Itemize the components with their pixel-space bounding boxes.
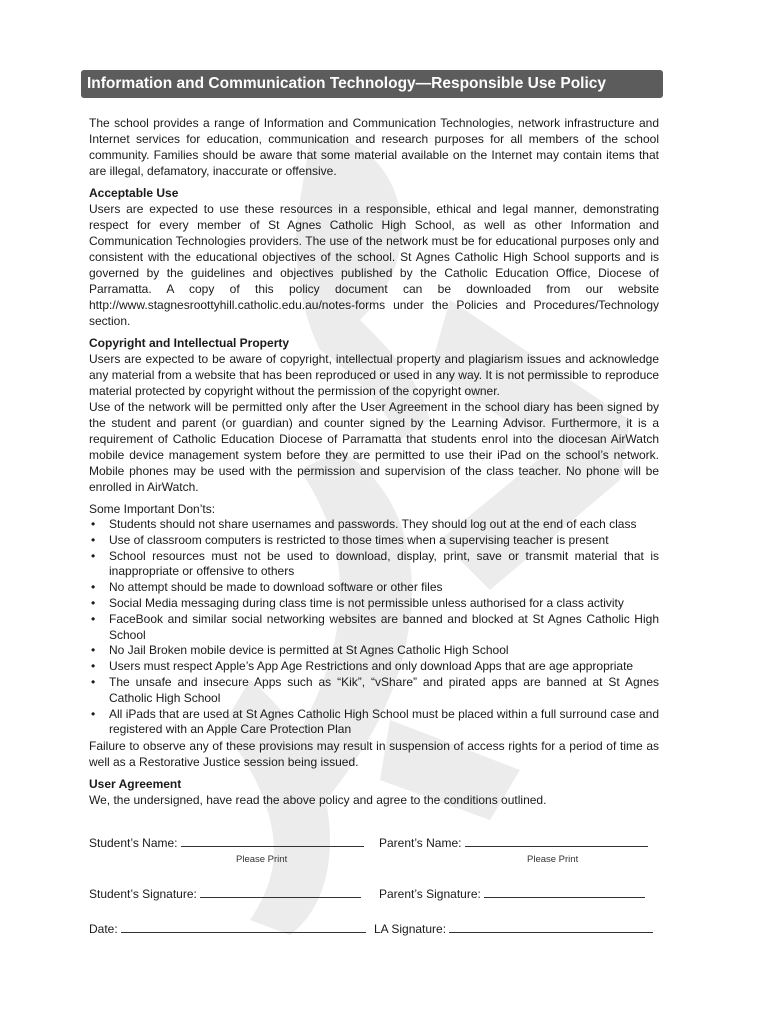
list-item: • FaceBook and similar social networking websites are banned and blocked at St Agnes Catholic High School bbox=[89, 612, 659, 644]
policy-page bbox=[89, 70, 659, 946]
parent-signature-field[interactable] bbox=[379, 885, 645, 901]
student-name-label: Student’s Name: bbox=[89, 836, 178, 851]
list-item: • Social Media messaging during class time is not permissible unless authorised for a class activity bbox=[89, 596, 659, 612]
parent-name-label: Parent’s Name: bbox=[379, 836, 462, 851]
donts-list bbox=[89, 517, 659, 738]
intro-paragraph: The school provides a range of Information and Communication Technologies, network infrastructure and Internet services for education, communication and research purposes for all members of the school community. Families should be aware that some material available on the Internet may contain items that are illegal, defamatory, inaccurate or offensive. bbox=[89, 116, 659, 178]
date-field[interactable] bbox=[89, 920, 366, 936]
student-name-line[interactable] bbox=[181, 834, 364, 847]
user-agreement-heading: User Agreement bbox=[89, 777, 182, 792]
failure-paragraph: Failure to observe any of these provisions may result in suspension of access rights for a period of time as well as a Restorative Justice session being issued. bbox=[89, 739, 659, 770]
parent-signature-line[interactable] bbox=[484, 885, 645, 898]
list-item: • Students should not share usernames and passwords. They should log out at the end of each class bbox=[89, 517, 659, 533]
student-signature-line[interactable] bbox=[200, 885, 361, 898]
network-use-paragraph: Use of the network will be permitted only after the User Agreement in the school diary has been signed by the student and parent (or guardian) and counter signed by the Learning Advisor. Furthermore, it is a requirement of Catholic Education Diocese of Parramatta that students enrol into the diocesan AirWatch mobile device management system before they are permitted to use their iPad on the school’s network. Mobile phones may be used with the permission and supervision of the class teacher. No phone will be enrolled in AirWatch. bbox=[89, 400, 659, 494]
acceptable-use-paragraph: Users are expected to use these resources in a responsible, ethical and legal manner, demonstrating respect for every member of St Agnes Catholic High School, as well as other Information and Communication Technologies providers. The use of the network must be for educational purposes only and consistent with the educational objectives of the school. St Agnes Catholic High School supports and is governed by the guidelines and objectives published by the Catholic Education Office, Diocese of Parramatta. A copy of this policy document can be downloaded from our website http://www.stagnesroottyhill.catholic.edu.au/notes-forms under the Policies and Procedures/Technology section. bbox=[89, 202, 659, 328]
student-signature-field[interactable] bbox=[89, 885, 361, 901]
student-signature-label: Student’s Signature: bbox=[89, 887, 197, 902]
parent-name-field[interactable] bbox=[379, 834, 648, 850]
copyright-heading: Copyright and Intellectual Property bbox=[89, 336, 290, 350]
parent-name-line[interactable] bbox=[465, 834, 648, 847]
parent-signature-label: Parent’s Signature: bbox=[379, 887, 481, 902]
please-print-hint: Please Print bbox=[527, 854, 579, 866]
user-agreement-text: We, the undersigned, have read the above policy and agree to the conditions outlined. bbox=[89, 793, 547, 808]
date-label: Date: bbox=[89, 922, 118, 937]
list-item: • No Jail Broken mobile device is permitted at St Agnes Catholic High School bbox=[89, 643, 659, 659]
page-title: Information and Communication Technology—Responsible Use Policy bbox=[81, 70, 663, 98]
list-item: • The unsafe and insecure Apps such as “Kik”, “vShare” and pirated apps are banned at St Agnes Catholic High School bbox=[89, 675, 659, 707]
list-item: • Users must respect Apple’s App Age Restrictions and only download Apps that are age appropriate bbox=[89, 659, 659, 675]
list-item: • No attempt should be made to download software or other files bbox=[89, 580, 659, 596]
signature-form bbox=[89, 816, 659, 946]
la-signature-field[interactable] bbox=[374, 920, 653, 936]
list-item: • All iPads that are used at St Agnes Catholic High School must be placed within a full surround case and registered with an Apple Care Protection Plan bbox=[89, 707, 659, 739]
date-line[interactable] bbox=[121, 920, 366, 933]
list-item: • Use of classroom computers is restricted to those times when a supervising teacher is present bbox=[89, 533, 659, 549]
list-item: • School resources must not be used to download, display, print, save or transmit material that is inappropriate or offensive to others bbox=[89, 549, 659, 581]
donts-heading: Some Important Don’ts: bbox=[89, 502, 216, 516]
la-signature-label: LA Signature: bbox=[374, 922, 447, 937]
copyright-paragraph: Users are expected to be aware of copyright, intellectual property and plagiarism issues and acknowledge any material from a website that has been reproduced or used in any way. It is not permissible to reproduce material protected by copyright without the permission of the copyright owner. bbox=[89, 352, 659, 398]
acceptable-use-heading: Acceptable Use bbox=[89, 186, 179, 200]
please-print-hint: Please Print bbox=[236, 854, 288, 866]
la-signature-line[interactable] bbox=[449, 920, 653, 933]
student-name-field[interactable] bbox=[89, 834, 364, 850]
